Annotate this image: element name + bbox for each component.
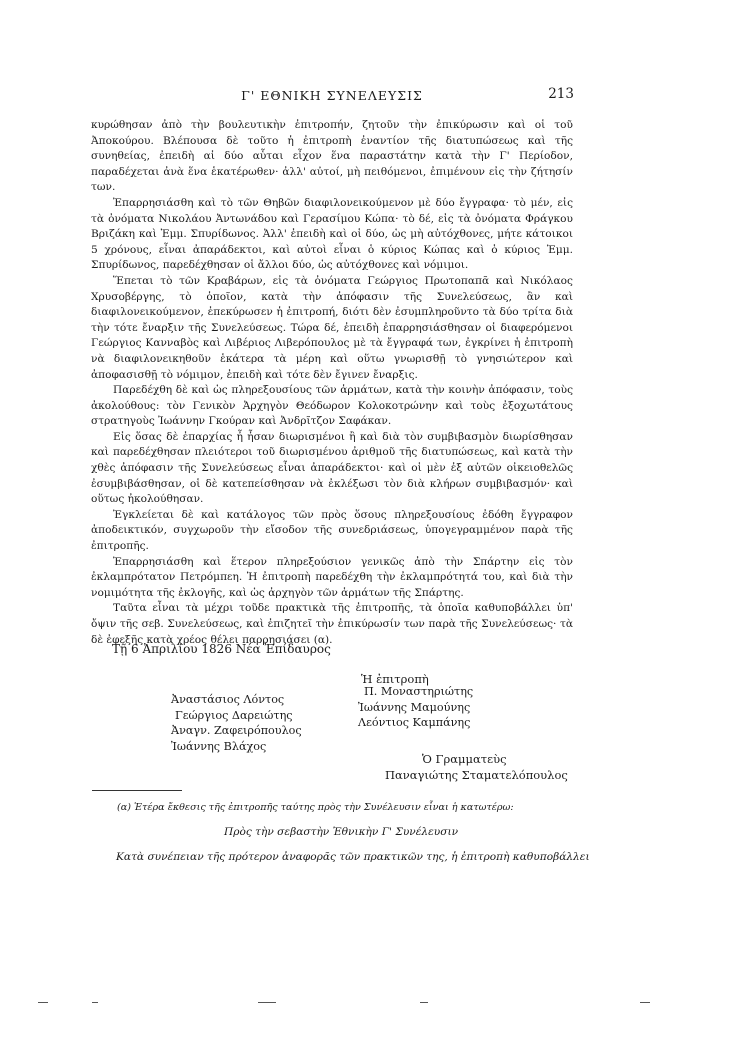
paragraph: Παρεδέχθη δὲ καὶ ὡς πληρεξουσίους τῶν ἁρμάτων, κατὰ τὴν κοινὴν ἀπόφασιν, τοὺς ἀκολούθους: τὸν Γενικὸν Ἀρχηγὸν Θεόδωρον Κολοκοτρώνην καὶ τοὺς ἐξοχωτάτους στρατηγοὺς Ἰωάννην Γκούραν καὶ Ἀνδρῖτζον Σαφάκαν. <box>91 384 573 428</box>
signatory: Ἰωάννης Βλάχος <box>171 739 267 753</box>
signatory: Γεώργιος Δαρειώτης <box>175 708 293 722</box>
signatory: Ἀναγν. Ζαφειρόπουλος <box>171 724 302 737</box>
paragraph: κυρώθησαν ἀπὸ τὴν βουλευτικὴν ἐπιτροπήν, ζητοῦν τὴν ἐπικύρωσιν καὶ οἱ τοῦ Ἀποκούρου. Βλέπουσα δὲ τοῦτο ἡ ἐπιτροπὴ ἐναντίον τῆς διατυπώσεως καὶ τῆς συνηθείας, ἐπειδὴ αἱ δύο αὗται εἶχον ἕνα παραστάτην κατὰ τὴν Γ' Περίοδον, παραδέχεται ἀνὰ ἕνα ἑκατέρωθεν· ἀλλ' αὐτοί, μὴ πειθόμενοι, ἐπιμένουν εἰς τὴν ζήτησίν των. <box>91 119 573 194</box>
dateline: Τῇ 6 Ἀπριλίου 1826 Νέα Ἐπίδαυρος <box>112 642 331 656</box>
footnote-line: (α) Ἑτέρα ἔκθεσις τῆς ἐπιτροπῆς ταύτης πρὸς τὴν Συνέλευσιν εἶναι ἡ κατωτέρω: <box>117 802 514 813</box>
committee-heading: Ἡ ἐπιτροπὴ <box>361 672 429 686</box>
scan-edge-marks <box>0 1000 744 1006</box>
paragraph: Ἕπεται τὸ τῶν Κραβάρων, εἰς τὰ ὀνόματα Γεώργιος Πρωτοπαπᾶ καὶ Νικόλαος Χρυσοβέργης, τὸ ὁποῖον, κατὰ τὴν ἀπόφασιν τῆς Συνελεύσεως, ἂν καὶ διαφιλονεικούμενον, ἐπεκύρωσεν ἡ ἐπιτροπή, διότι δὲν ἐσυμπληροῦντο τὰ δύο τρίτα διὰ τὴν τότε ἔναρξιν τῆς Συνελεύσεως. Τώρα δέ, ἐπειδὴ ἐπαρρησιάσθησαν οἱ διαφερόμενοι Γεώργιος Κανναβὸς καὶ Λιβέριος Λιβερόπουλος μὲ τὰ ἔγγραφά των, ἐγκρίνει ἡ ἐπιτροπὴ νὰ διαφιλονεικηθοῦν ἑκάτερα τὰ μέρη καὶ οὕτω γνωρισθῇ τὸ γνησιώτερον καὶ ἀποφασισθῇ τὸ νόμιμον, ἐπειδὴ καὶ τότε δὲν ἔγινεν ἔναρξις. <box>91 274 573 381</box>
signatory: Ἰωάννης Μαμούνης <box>358 700 471 714</box>
footnote-line: Πρὸς τὴν σεβαστὴν Ἐθνικὴν Γ' Συνέλευσιν <box>224 826 459 838</box>
page-header <box>92 88 572 108</box>
paragraph: Ἐγκλείεται δὲ καὶ κατάλογος τῶν πρὸς ὅσους πληρεξουσίους ἐδόθη ἔγγραφον ἀποδεικτικόν, συγχωροῦν τὴν εἴσοδον τῆς συνεδριάσεως, ὑπογεγραμμένον παρὰ τῆς ἐπιτροπῆς. <box>91 508 573 553</box>
signatories-left <box>171 692 302 754</box>
paragraph: Εἰς ὅσας δὲ ἐπαρχίας ἦ ἦσαν διωρισμένοι ἢ καὶ διὰ τὸν συμβιβασμὸν διωρίσθησαν καὶ παρεδέχθησαν πλειότεροι τοῦ διωρισμένου ἀριθμοῦ τῆς διατυπώσεως, καὶ κατὰ τὴν χθὲς ἀπόφασιν τῆς Συνελεύσεως εἶναι ἀπαράδεκτοι· καὶ οἱ μὲν ἐξ αὐτῶν οἰκειοθελῶς ἐσυμβιβάσθησαν, οἱ δὲ κατεπείσθησαν νὰ ἐκλέξωσι τὸν διὰ κλήρων συμβιβασμόν· καὶ οὕτως ἠκολούθησαν. <box>91 430 573 506</box>
body-text <box>91 118 573 648</box>
secretary-title: Ὁ Γραμματεὺς <box>422 752 507 766</box>
paragraph: Ἐπαρρησιάσθη καὶ ἕτερον πληρεξούσιον γενικῶς ἀπὸ τὴν Σπάρτην εἰς τὸν ἐκλαμπρότατον Πετρόμπεη. Ἡ ἐπιτροπὴ παρεδέχθη τὴν ἐκλαμπρότητά του, καὶ διὰ τὴν νομιμότητα τῆς ἐκλογῆς, καὶ ὡς ἀρχηγὸν τῶν ἁρμάτων τῆς Σπάρτης. <box>91 555 573 599</box>
signatory: Π. Μοναστηριώτης <box>364 685 474 698</box>
signatory: Ἀναστάσιος Λόντος <box>171 693 285 706</box>
running-title: Γ' ΕΘΝΙΚΗ ΣΥΝΕΛΕΥΣΙΣ <box>241 88 423 103</box>
secretary-name: Παναγιώτης Σταματελόπουλος <box>385 768 568 782</box>
paragraph: Ἐπαρρησιάσθη καὶ τὸ τῶν Θηβῶν διαφιλονεικούμενον μὲ δύο ἔγγραφα· τὸ μέν, εἰς τὰ ὀνόματα Νικολάου Ἀντωνάδου καὶ Γερασίμου Κώπα· τὸ δέ, εἰς τὰ ὀνόματα Φράγκου Βριζάκη καὶ Ἐμμ. Σπυρίδωνος. Ἀλλ' ἐπειδὴ καὶ οἱ δύο, ὡς μὴ αὐτόχθονες, μήτε κάτοικοι 5 χρόνους, εἶναι ἀπαράδεκτοι, καὶ αὐτοὶ εἶναι ὁ κύριος Κώπας καὶ ὁ κύριος Ἐμμ. Σπυρίδωνος, παρεδέχθησαν οἱ ἄλλοι δύο, ὡς αὐτόχθονες καὶ νόμιμοι. <box>91 196 573 272</box>
signatory: Λεόντιος Καμπάνης <box>358 716 471 729</box>
page-number: 213 <box>548 86 574 102</box>
paragraph: Ταῦτα εἶναι τὰ μέχρι τοῦδε πρακτικὰ τῆς ἐπιτροπῆς, τὰ ὁποῖα καθυποβάλλει ὑπ' ὄψιν τῆς σεβ. Συνελεύσεως, καὶ ἐπιζητεῖ τὴν ἐπικύρωσίν των παρὰ τῆς Συνελεύσεως· τὰ δὲ ἐφεξῆς κατὰ χρέος θέλει παρρησιάσει (α). <box>91 602 573 646</box>
footnote-line: Κατὰ συνέπειαν τῆς πρότερον ἀναφορᾶς τῶν πρακτικῶν της, ἡ ἐπιτροπὴ καθυποβάλλει <box>116 851 590 863</box>
footnote-divider <box>92 790 182 791</box>
signatories-right <box>358 684 473 731</box>
